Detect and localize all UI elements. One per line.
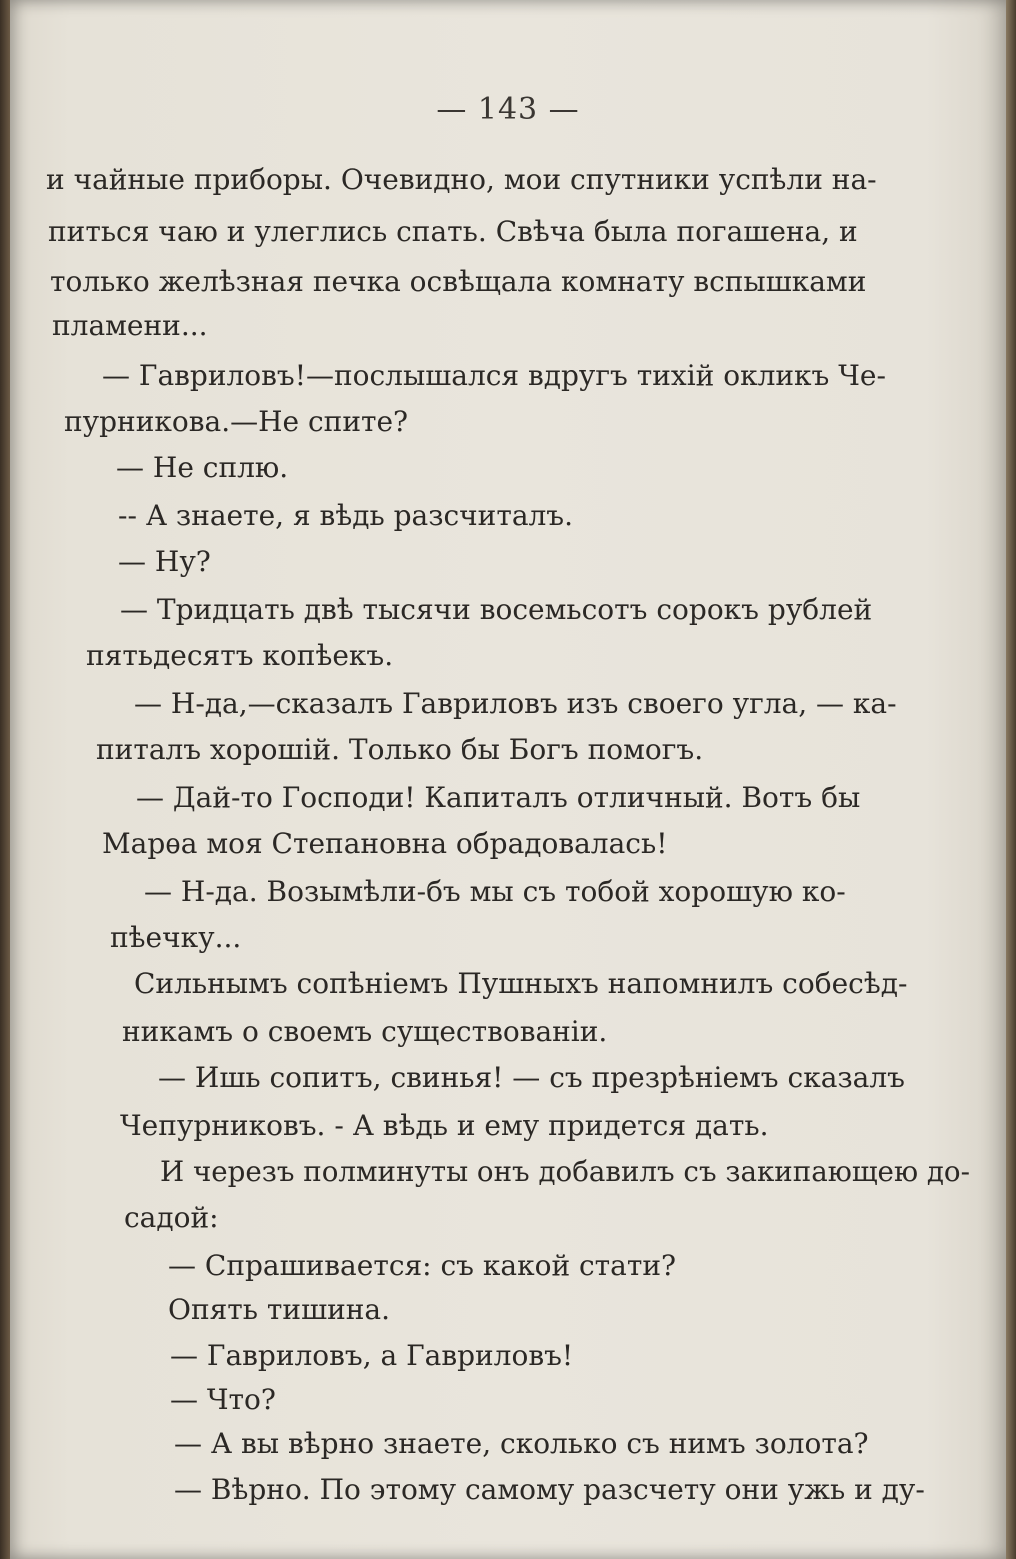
page-number: — 143 — xyxy=(436,92,580,127)
text-line-22: И черезъ полминуты онъ добавилъ съ закипающею до- xyxy=(160,1155,970,1188)
text-line-13: питалъ хорошій. Только бы Богъ помогъ. xyxy=(96,733,704,766)
text-line-4: пламени... xyxy=(52,309,208,342)
text-line-16: — Н-да. Возымѣли-бъ мы съ тобой хорошую ко- xyxy=(144,875,846,908)
text-line-10: — Тридцать двѣ тысячи восемьсотъ сорокъ рублей xyxy=(120,593,873,626)
text-line-26: — Гавриловъ, а Гавриловъ! xyxy=(170,1339,574,1372)
text-line-3: только желѣзная печка освѣщала комнату вспышками xyxy=(50,265,867,298)
text-line-27: — Что? xyxy=(170,1383,276,1416)
text-line-17: пѣечку... xyxy=(110,921,242,954)
text-line-9: — Ну? xyxy=(118,545,211,578)
text-line-8: -- А знаете, я вѣдь разсчиталъ. xyxy=(118,499,574,532)
text-line-7: — Не сплю. xyxy=(116,451,289,484)
text-line-24: — Спрашивается: съ какой стати? xyxy=(168,1249,677,1282)
text-line-18: Сильнымъ сопѣніемъ Пушныхъ напомнилъ собесѣд- xyxy=(134,967,908,1000)
text-line-14: — Дай-то Господи! Капиталъ отличный. Вотъ бы xyxy=(136,781,861,814)
text-line-2: питься чаю и улеглись спать. Свѣча была погашена, и xyxy=(48,215,858,248)
text-line-12: — Н-да,—сказалъ Гавриловъ изъ своего угла, — ка- xyxy=(134,687,897,720)
text-line-6: пурникова.—Не спите? xyxy=(64,405,409,438)
text-line-19: никамъ о своемъ существованіи. xyxy=(122,1015,608,1048)
text-line-28: — А вы вѣрно знаете, сколько съ нимъ золота? xyxy=(174,1427,869,1460)
text-line-1: и чайные приборы. Очевидно, мои спутники успѣли на- xyxy=(46,163,877,196)
text-line-25: Опять тишина. xyxy=(168,1293,391,1326)
text-line-5: — Гавриловъ!—послышался вдругъ тихій окликъ Че- xyxy=(102,359,886,392)
text-line-29: — Вѣрно. По этому самому разсчету они ужь и ду- xyxy=(174,1473,925,1506)
text-line-21: Чепурниковъ. - А вѣдь и ему придется дать. xyxy=(120,1109,769,1142)
text-line-20: — Ишь сопитъ, свинья! — съ презрѣніемъ сказалъ xyxy=(158,1061,905,1094)
book-binding-right xyxy=(1006,0,1016,1559)
book-binding-left xyxy=(0,0,10,1559)
text-line-11: пятьдесятъ копѣекъ. xyxy=(86,639,394,672)
text-line-15: Марѳа моя Степановна обрадовалась! xyxy=(102,827,668,860)
book-page xyxy=(10,0,1006,1559)
text-line-23: садой: xyxy=(124,1201,219,1234)
